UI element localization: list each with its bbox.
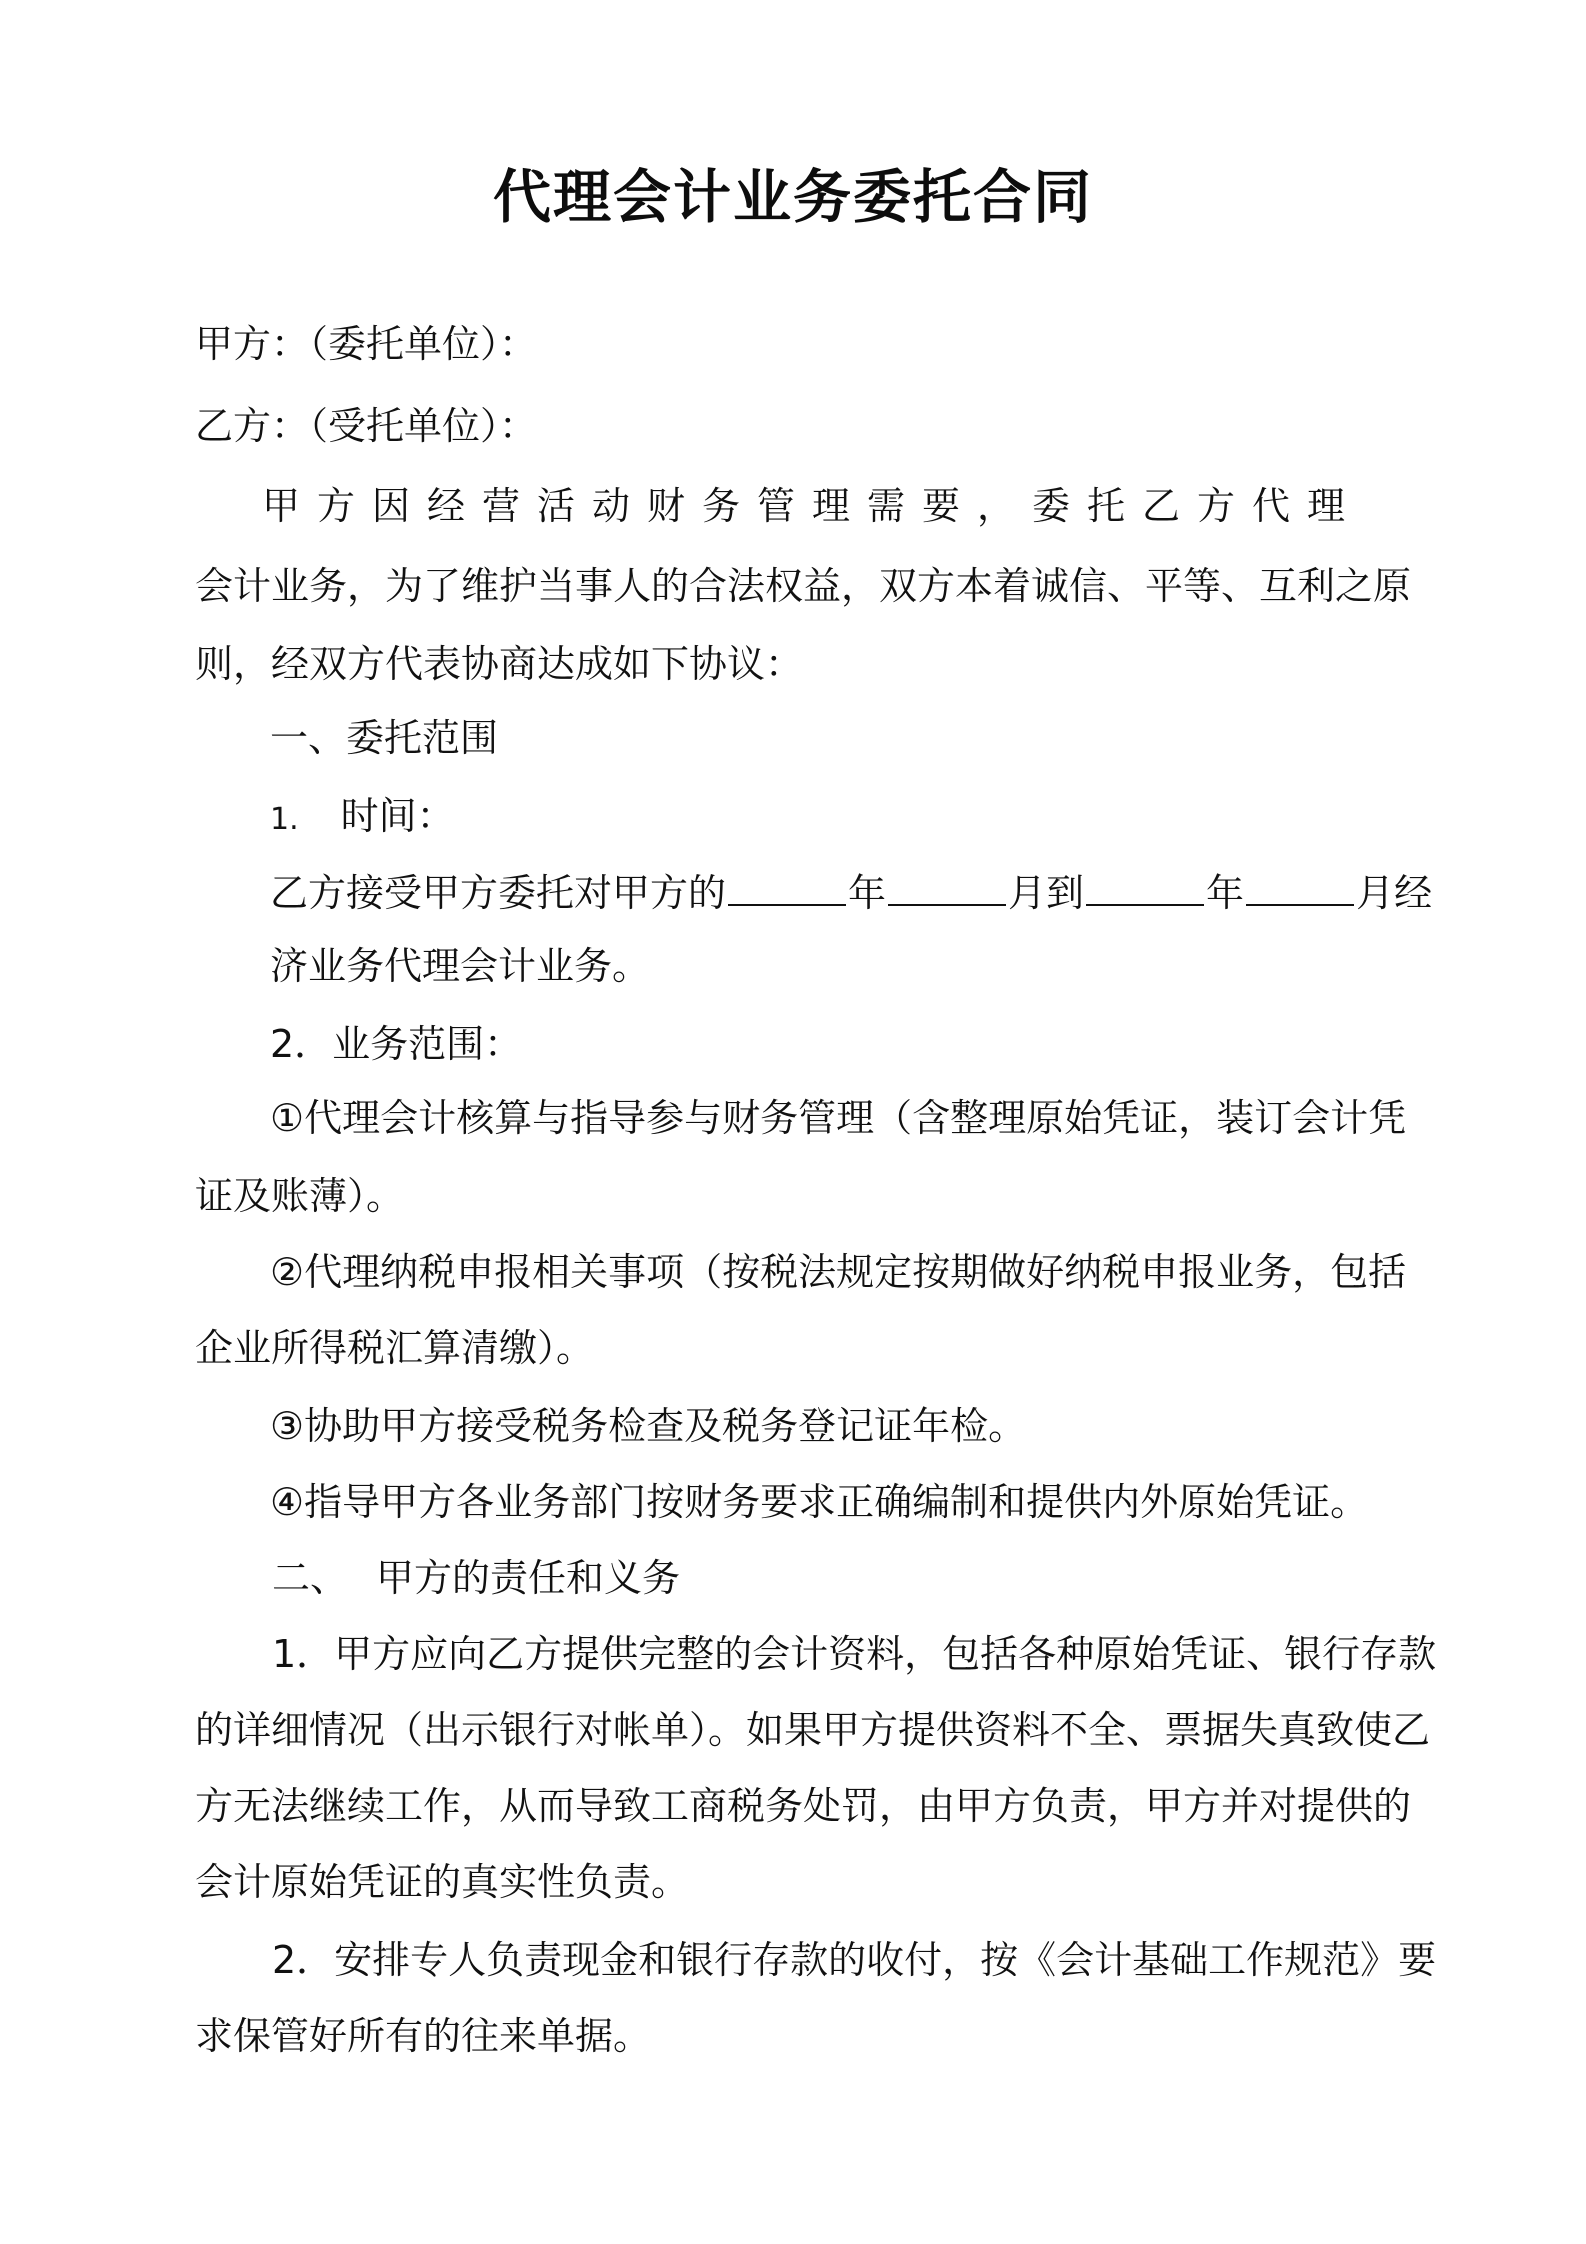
scope-item-3: ③协助甲方接受税务检查及税务登记证年检。 [270,1404,1027,1448]
scope-item-1-line-1: ①代理会计核算与指导参与财务管理（含整理原始凭证，装订会计凭 [270,1096,1407,1140]
scope-item-2-line-1: ②代理纳税申报相关事项（按税法规定按期做好纳税申报业务，包括 [270,1250,1407,1294]
section1-heading: 一、委托范围 [270,716,499,760]
clause1-line-2: 的详细情况（出示银行对帐单）。如果甲方提供资料不全、票据失真致使乙 [195,1708,1431,1752]
month-label-2: 月经 [1356,871,1433,915]
section2-heading-number: 二、 [272,1556,349,1600]
year-label-1: 年 [848,871,887,915]
party-b-line: 乙方：（受托单位）： [195,404,538,448]
time-prefix: 乙方接受甲方委托对甲方的 [270,871,727,915]
month-end-blank[interactable] [1246,866,1354,906]
section1-item1 [270,790,1485,846]
scope-item-2-line-2: 企业所得税汇算清缴）。 [195,1326,595,1370]
clause1-line-1: 1．甲方应向乙方提供完整的会计资料，包括各种原始凭证、银行存款 [272,1632,1437,1676]
time-clause-line-2: 济业务代理会计业务。 [270,944,651,988]
intro-line-2: 会计业务，为了维护当事人的合法权益，双方本着诚信、平等、互利之原 [195,564,1412,608]
scope-item-4: ④指导甲方各业务部门按财务要求正确编制和提供内外原始凭证。 [270,1480,1369,1524]
item1-number: 1. [270,802,299,837]
year-start-blank[interactable] [728,866,846,906]
clause2-line-1: 2．安排专人负责现金和银行存款的收付，按《会计基础工作规范》要 [272,1938,1437,1982]
month-label-1: 月到 [1008,871,1085,915]
item1-label: 时间： [340,794,455,838]
clause2-line-2: 求保管好所有的往来单据。 [195,2014,652,2058]
scope-item-1-line-2: 证及账薄）。 [195,1174,405,1218]
document-title: 代理会计业务委托合同 [492,163,1093,231]
year-label-2: 年 [1206,871,1245,915]
section1-item2: 2．业务范围： [270,1022,523,1066]
time-clause-line-1 [270,866,1485,919]
section2-heading-text: 甲方的责任和义务 [376,1556,681,1600]
party-a-line: 甲方：（委托单位）： [195,322,538,366]
clause1-line-3: 方无法继续工作，从而导致工商税务处罚，由甲方负责，甲方并对提供的 [195,1784,1412,1828]
month-start-blank[interactable] [888,866,1006,906]
section2-heading [272,1552,1487,1604]
clause1-line-4: 会计原始凭证的真实性负责。 [195,1860,690,1904]
intro-line-3: 则，经双方代表协商达成如下协议： [195,642,804,686]
year-end-blank[interactable] [1086,866,1204,906]
intro-line-1: 甲方因经营活动财务管理需要，委托乙方代理 [262,484,1363,528]
